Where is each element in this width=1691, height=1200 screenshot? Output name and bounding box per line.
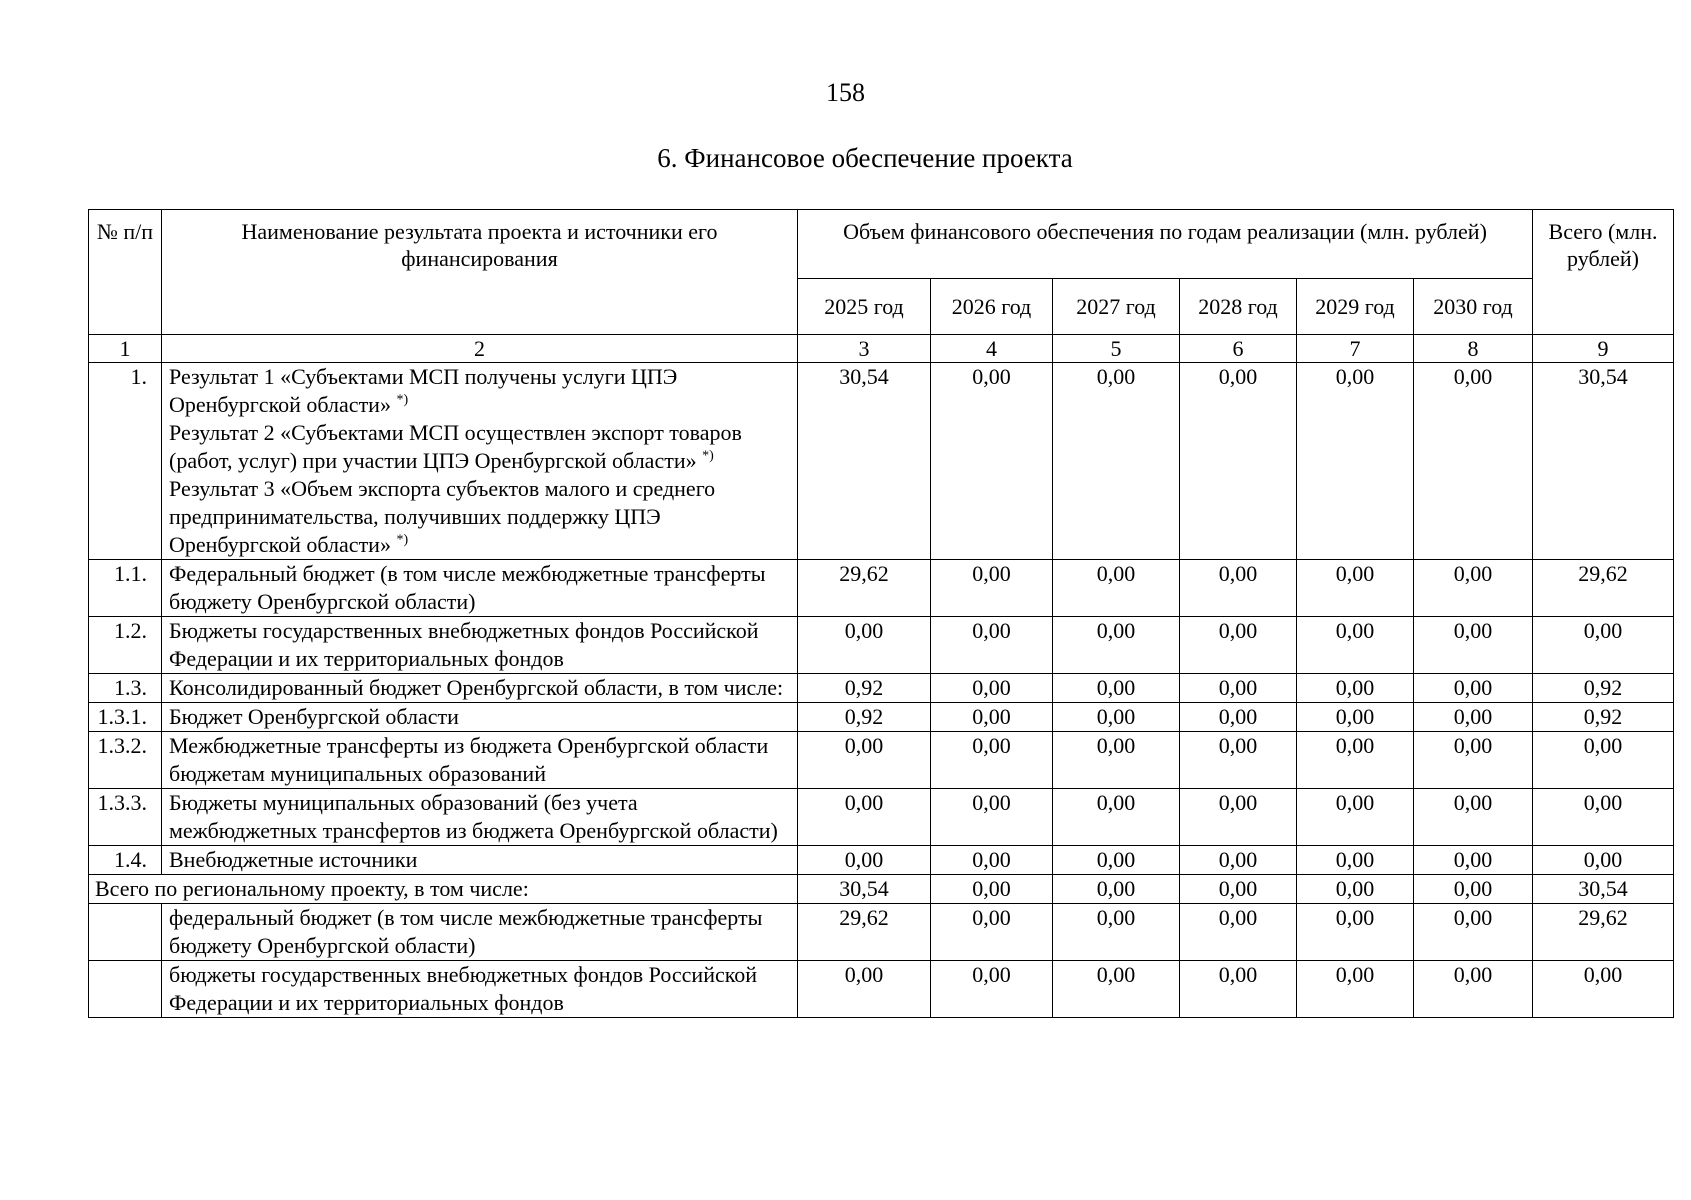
row-name: Бюджеты государственных внебюджетных фондов Российской Федерации и их территориальных фондов (162, 617, 798, 674)
value-cell: 0,00 (1414, 875, 1533, 904)
value-cell: 0,00 (1414, 961, 1533, 1018)
header-year: 2030 год (1414, 279, 1533, 335)
empty-number-cell (89, 961, 162, 1018)
value-cell: 0,00 (1180, 674, 1297, 703)
row-name: бюджеты государственных внебюджетных фондов Российской Федерации и их территориальных фондов (162, 961, 798, 1018)
financing-table (88, 209, 1674, 1018)
table-row (89, 560, 1674, 617)
row-number: 1.1. (89, 560, 162, 617)
value-cell: 0,00 (1180, 617, 1297, 674)
value-cell: 0,00 (1053, 703, 1180, 732)
value-cell: 0,00 (1414, 904, 1533, 961)
page-title: 6. Финансовое обеспечение проекта (657, 143, 1073, 173)
value-cell: 0,00 (1180, 732, 1297, 789)
value-cell: 0,00 (1053, 560, 1180, 617)
value-cell: 0,00 (1053, 961, 1180, 1018)
value-cell: 0,00 (1180, 703, 1297, 732)
header-no: № п/п (89, 210, 162, 335)
value-cell: 29,62 (798, 904, 931, 961)
value-cell: 0,00 (1297, 674, 1414, 703)
value-cell: 0,00 (798, 846, 931, 875)
total-cell: 0,92 (1533, 674, 1674, 703)
result-2: Результат 2 «Субъектами МСП осуществлен экспорт товаров (работ, услуг) при участии ЦПЭ Оренбургской области» *) (169, 420, 742, 473)
value-cell: 0,00 (1414, 703, 1533, 732)
value-cell: 0,00 (1180, 789, 1297, 846)
sub-row (89, 904, 1674, 961)
total-row (89, 875, 1674, 904)
row-name: Межбюджетные трансферты из бюджета Оренбургской области бюджетам муниципальных образований (162, 732, 798, 789)
value-cell: 0,00 (798, 789, 931, 846)
value-cell: 0,00 (1297, 846, 1414, 875)
value-cell: 0,00 (1053, 617, 1180, 674)
column-number: 8 (1414, 335, 1533, 363)
row-name: Федеральный бюджет (в том числе межбюджетные трансферты бюджету Оренбургской области) (162, 560, 798, 617)
total-cell: 29,62 (1533, 904, 1674, 961)
value-cell: 0,00 (798, 732, 931, 789)
footnote-mark: *) (702, 448, 714, 464)
table-row (89, 363, 1674, 560)
footnote-mark: *) (396, 392, 409, 408)
column-number: 7 (1297, 335, 1414, 363)
value-cell: 0,00 (1180, 875, 1297, 904)
column-number: 2 (162, 335, 798, 363)
row-number: 1.3. (89, 674, 162, 703)
value-cell: 29,62 (798, 560, 931, 617)
value-cell: 0,00 (1297, 732, 1414, 789)
value-cell: 0,00 (1414, 674, 1533, 703)
table-row (89, 789, 1674, 846)
table-row (89, 703, 1674, 732)
row-number: 1.3.3. (89, 789, 162, 846)
total-cell: 0,00 (1533, 789, 1674, 846)
value-cell: 0,00 (1053, 674, 1180, 703)
header-year: 2029 год (1297, 279, 1414, 335)
value-cell: 0,00 (931, 703, 1053, 732)
value-cell: 0,00 (1180, 363, 1297, 560)
value-cell: 0,00 (1053, 846, 1180, 875)
column-number: 3 (798, 335, 931, 363)
value-cell: 0,00 (931, 674, 1053, 703)
value-cell: 0,00 (1297, 789, 1414, 846)
footnote-mark: *) (396, 532, 409, 548)
value-cell: 0,00 (1180, 560, 1297, 617)
value-cell: 0,00 (1297, 961, 1414, 1018)
value-cell: 0,00 (1053, 789, 1180, 846)
value-cell: 0,00 (798, 961, 931, 1018)
total-cell: 0,00 (1533, 732, 1674, 789)
table-row (89, 674, 1674, 703)
value-cell: 0,00 (1180, 904, 1297, 961)
value-cell: 0,00 (1297, 560, 1414, 617)
value-cell: 0,00 (1180, 961, 1297, 1018)
value-cell: 0,00 (1414, 846, 1533, 875)
row-number: 1.4. (89, 846, 162, 875)
header-total: Всего (млн. рублей) (1533, 210, 1674, 335)
total-cell: 0,92 (1533, 703, 1674, 732)
total-cell: 0,00 (1533, 846, 1674, 875)
row-name: Консолидированный бюджет Оренбургской области, в том числе: (162, 674, 798, 703)
header-year: 2026 год (931, 279, 1053, 335)
page-number: 158 (826, 78, 865, 107)
table-row (89, 617, 1674, 674)
row-name (162, 363, 798, 560)
value-cell: 0,00 (798, 617, 931, 674)
value-cell: 0,00 (1297, 904, 1414, 961)
value-cell: 0,00 (931, 789, 1053, 846)
value-cell: 0,00 (931, 560, 1053, 617)
column-number: 1 (89, 335, 162, 363)
value-cell: 0,00 (1414, 789, 1533, 846)
header-year: 2028 год (1180, 279, 1297, 335)
value-cell: 0,00 (931, 961, 1053, 1018)
total-cell: 0,00 (1533, 617, 1674, 674)
sub-row (89, 961, 1674, 1018)
value-cell: 30,54 (798, 363, 931, 560)
total-cell: 29,62 (1533, 560, 1674, 617)
table-row (89, 732, 1674, 789)
value-cell: 0,00 (1414, 732, 1533, 789)
result-3: Результат 3 «Объем экспорта субъектов малого и среднего предпринимательства, получивших поддержку ЦПЭ Оренбургской области» *) (169, 476, 716, 557)
value-cell: 0,00 (931, 875, 1053, 904)
value-cell: 0,00 (1180, 846, 1297, 875)
value-cell: 0,00 (1414, 363, 1533, 560)
row-name: Внебюджетные источники (162, 846, 798, 875)
row-name: Бюджеты муниципальных образований (без учета межбюджетных трансфертов из бюджета Оренбургской области) (162, 789, 798, 846)
total-row-label: Всего по региональному проекту, в том числе: (89, 875, 798, 904)
header-year: 2025 год (798, 279, 931, 335)
row-number: 1. (89, 363, 162, 560)
value-cell: 0,00 (1053, 875, 1180, 904)
row-number: 1.3.2. (89, 732, 162, 789)
row-number: 1.3.1. (89, 703, 162, 732)
column-number: 4 (931, 335, 1053, 363)
result-1: Результат 1 «Субъектами МСП получены услуги ЦПЭ Оренбургской области» *) (169, 364, 678, 417)
column-number: 9 (1533, 335, 1674, 363)
value-cell: 0,00 (931, 617, 1053, 674)
value-cell: 0,92 (798, 674, 931, 703)
total-cell: 30,54 (1533, 363, 1674, 560)
empty-number-cell (89, 904, 162, 961)
total-cell: 0,00 (1533, 961, 1674, 1018)
value-cell: 0,00 (931, 732, 1053, 789)
value-cell: 0,00 (1053, 363, 1180, 560)
column-number: 5 (1053, 335, 1180, 363)
value-cell: 0,00 (1053, 904, 1180, 961)
value-cell: 0,00 (1297, 875, 1414, 904)
value-cell: 0,00 (931, 363, 1053, 560)
value-cell: 0,00 (1414, 560, 1533, 617)
row-name: Бюджет Оренбургской области (162, 703, 798, 732)
row-name: федеральный бюджет (в том числе межбюджетные трансферты бюджету Оренбургской области) (162, 904, 798, 961)
value-cell: 0,00 (1297, 617, 1414, 674)
column-numbers-row (89, 335, 1674, 363)
total-cell: 30,54 (1533, 875, 1674, 904)
header-name: Наименование результата проекта и источники его финансирования (162, 210, 798, 335)
value-cell: 0,00 (1297, 363, 1414, 560)
value-cell: 0,00 (1414, 617, 1533, 674)
value-cell: 30,54 (798, 875, 931, 904)
value-cell: 0,92 (798, 703, 931, 732)
value-cell: 0,00 (1053, 732, 1180, 789)
header-years-group: Объем финансового обеспечения по годам реализации (млн. рублей) (798, 210, 1533, 279)
value-cell: 0,00 (931, 846, 1053, 875)
value-cell: 0,00 (1297, 703, 1414, 732)
header-year: 2027 год (1053, 279, 1180, 335)
row-number: 1.2. (89, 617, 162, 674)
value-cell: 0,00 (931, 904, 1053, 961)
table-row (89, 846, 1674, 875)
column-number: 6 (1180, 335, 1297, 363)
